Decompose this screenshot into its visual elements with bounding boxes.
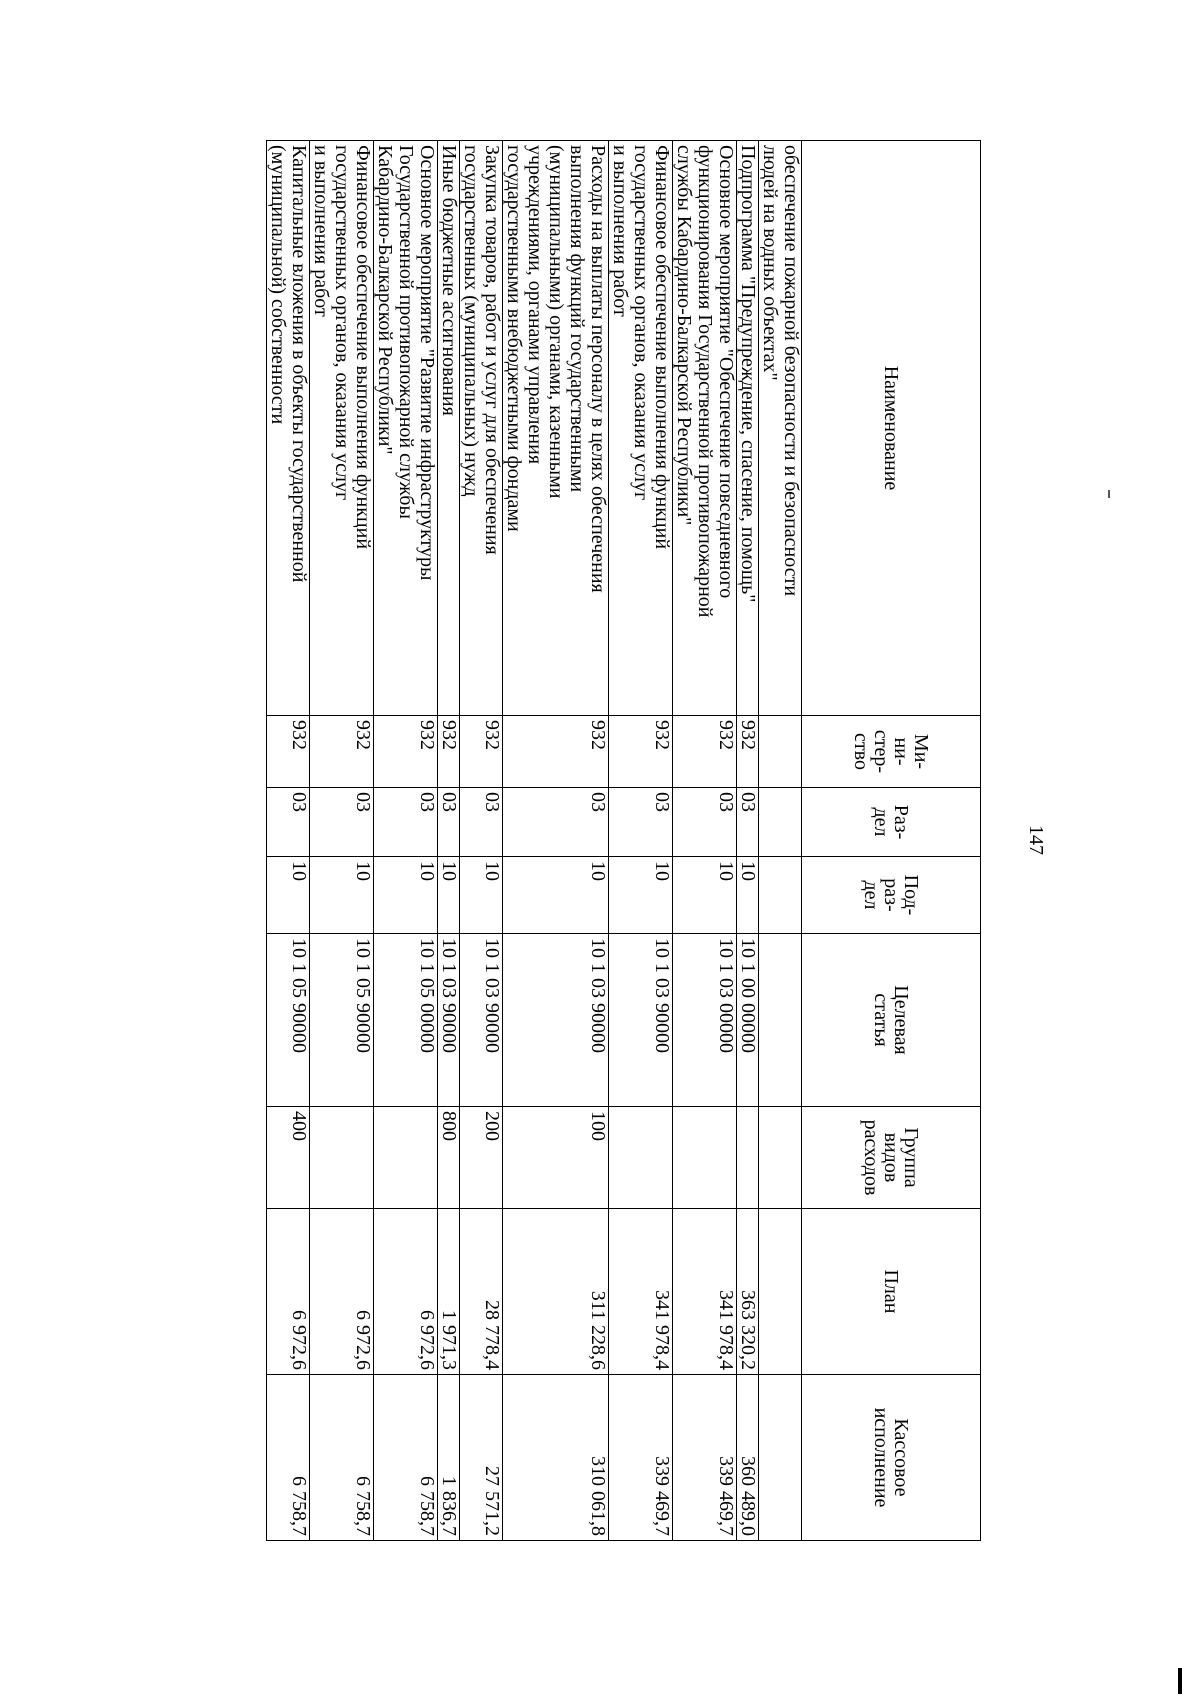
cell-execution: 6 758,7 [374,1375,438,1541]
cell-section: 03 [374,788,438,857]
cell-target-article: 10 1 03 90000 [609,934,673,1107]
cell-plan: 341 978,4 [609,1209,673,1375]
cell-name: обеспечение пожарной безопасности и безопасности людей на водных объектах" [759,141,802,716]
cell-subsection: 10 [310,857,374,934]
cell-section: 03 [310,788,374,857]
cell-section: 03 [438,788,460,857]
cell-expense-group: 100 [503,1107,609,1209]
cell-name: Основное мероприятие "Развитие инфраструктуры Государственной противопожарной службы Кабардино-Балкарской Республики" [374,141,438,716]
cell-plan: 6 972,6 [374,1209,438,1375]
table-row [503,141,609,1541]
cell-expense-group [374,1107,438,1209]
cell-execution: 339 469,7 [609,1375,673,1541]
cell-ministry [759,716,802,788]
cell-subsection: 10 [737,857,759,934]
cell-target-article: 10 1 03 90000 [438,934,460,1107]
cell-target-article [759,934,802,1107]
cell-plan: 311 228,6 [503,1209,609,1375]
cell-execution: 1 836,7 [438,1375,460,1541]
cell-plan: 6 972,6 [267,1209,310,1375]
cell-subsection [759,857,802,934]
header-name: Наименование [802,141,981,716]
cell-plan: 6 972,6 [310,1209,374,1375]
cell-name: Иные бюджетные ассигнования [438,141,460,716]
cell-section: 03 [737,788,759,857]
cell-section: 03 [460,788,503,857]
header-plan: План [802,1209,981,1375]
table-body [267,141,802,1541]
cell-subsection: 10 [460,857,503,934]
cell-ministry: 932 [374,716,438,788]
header-ministry: Ми- ни- стер- ство [802,716,981,788]
cell-section: 03 [267,788,310,857]
cell-target-article: 10 1 05 00000 [374,934,438,1107]
cell-target-article: 10 1 03 90000 [460,934,503,1107]
page-number: 147 [1025,825,1047,855]
table-header-row [802,141,981,1541]
cell-execution: 27 571,2 [460,1375,503,1541]
cell-name: Закупка товаров, работ и услуг для обеспечения государственных (муниципальных) нужд [460,141,503,716]
cell-expense-group [673,1107,737,1209]
cell-execution: 310 061,8 [503,1375,609,1541]
cell-ministry: 932 [438,716,460,788]
table-row [310,141,374,1541]
cell-plan [759,1209,802,1375]
cell-expense-group: 800 [438,1107,460,1209]
header-subsection: Под- раз- дел [802,857,981,934]
cell-expense-group [759,1107,802,1209]
rotated-page [135,140,1055,1540]
cell-plan: 1 971,3 [438,1209,460,1375]
cell-name: Подпрограмма "Предупреждение, спасение, помощь" [737,141,759,716]
cell-expense-group: 400 [267,1107,310,1209]
scan-speck [1108,490,1110,498]
budget-table [266,140,981,1541]
cell-name: Финансовое обеспечение выполнения функций государственных органов, оказания услуг и выполнения работ [609,141,673,716]
cell-expense-group [310,1107,374,1209]
cell-target-article: 10 1 05 90000 [267,934,310,1107]
cell-name: Расходы на выплаты персоналу в целях обеспечения выполнения функций государственными (муниципальными) органами, казенными учреждениями, органами управления государственными внебюджетными фондами [503,141,609,716]
table-row [267,141,310,1541]
table-row [438,141,460,1541]
cell-plan: 341 978,4 [673,1209,737,1375]
table-row [759,141,802,1541]
cell-expense-group [737,1107,759,1209]
cell-section: 03 [503,788,609,857]
cell-subsection: 10 [267,857,310,934]
cell-name: Капитальные вложения в объекты государственной (муниципальной) собственности [267,141,310,716]
cell-subsection: 10 [673,857,737,934]
cell-target-article: 10 1 03 90000 [503,934,609,1107]
table-row [609,141,673,1541]
cell-ministry: 932 [503,716,609,788]
cell-ministry: 932 [460,716,503,788]
cell-ministry: 932 [673,716,737,788]
cell-plan: 363 320,2 [737,1209,759,1375]
header-expense-group: Группа видов расходов [802,1107,981,1209]
scan-edge-mark [1178,1668,1182,1694]
cell-name: Основное мероприятие "Обеспечение повседневного функционирования Государственной противопожарной службы Кабардино-Балкарской Республики" [673,141,737,716]
cell-section [759,788,802,857]
table-row [673,141,737,1541]
cell-expense-group [609,1107,673,1209]
cell-expense-group: 200 [460,1107,503,1209]
table-row [737,141,759,1541]
cell-section: 03 [673,788,737,857]
cell-plan: 28 778,4 [460,1209,503,1375]
cell-execution [759,1375,802,1541]
cell-subsection: 10 [609,857,673,934]
cell-ministry: 932 [737,716,759,788]
header-execution: Кассовое исполнение [802,1375,981,1541]
cell-section: 03 [609,788,673,857]
cell-target-article: 10 1 03 00000 [673,934,737,1107]
cell-ministry: 932 [609,716,673,788]
cell-subsection: 10 [374,857,438,934]
cell-ministry: 932 [310,716,374,788]
cell-execution: 6 758,7 [310,1375,374,1541]
cell-target-article: 10 1 00 00000 [737,934,759,1107]
header-target-article: Целевая статья [802,934,981,1107]
header-section: Раз- дел [802,788,981,857]
cell-execution: 360 489,0 [737,1375,759,1541]
table-row [460,141,503,1541]
cell-execution: 339 469,7 [673,1375,737,1541]
table-row [374,141,438,1541]
cell-subsection: 10 [503,857,609,934]
cell-name: Финансовое обеспечение выполнения функций государственных органов, оказания услуг и выполнения работ [310,141,374,716]
cell-subsection: 10 [438,857,460,934]
cell-execution: 6 758,7 [267,1375,310,1541]
cell-target-article: 10 1 05 90000 [310,934,374,1107]
cell-ministry: 932 [267,716,310,788]
